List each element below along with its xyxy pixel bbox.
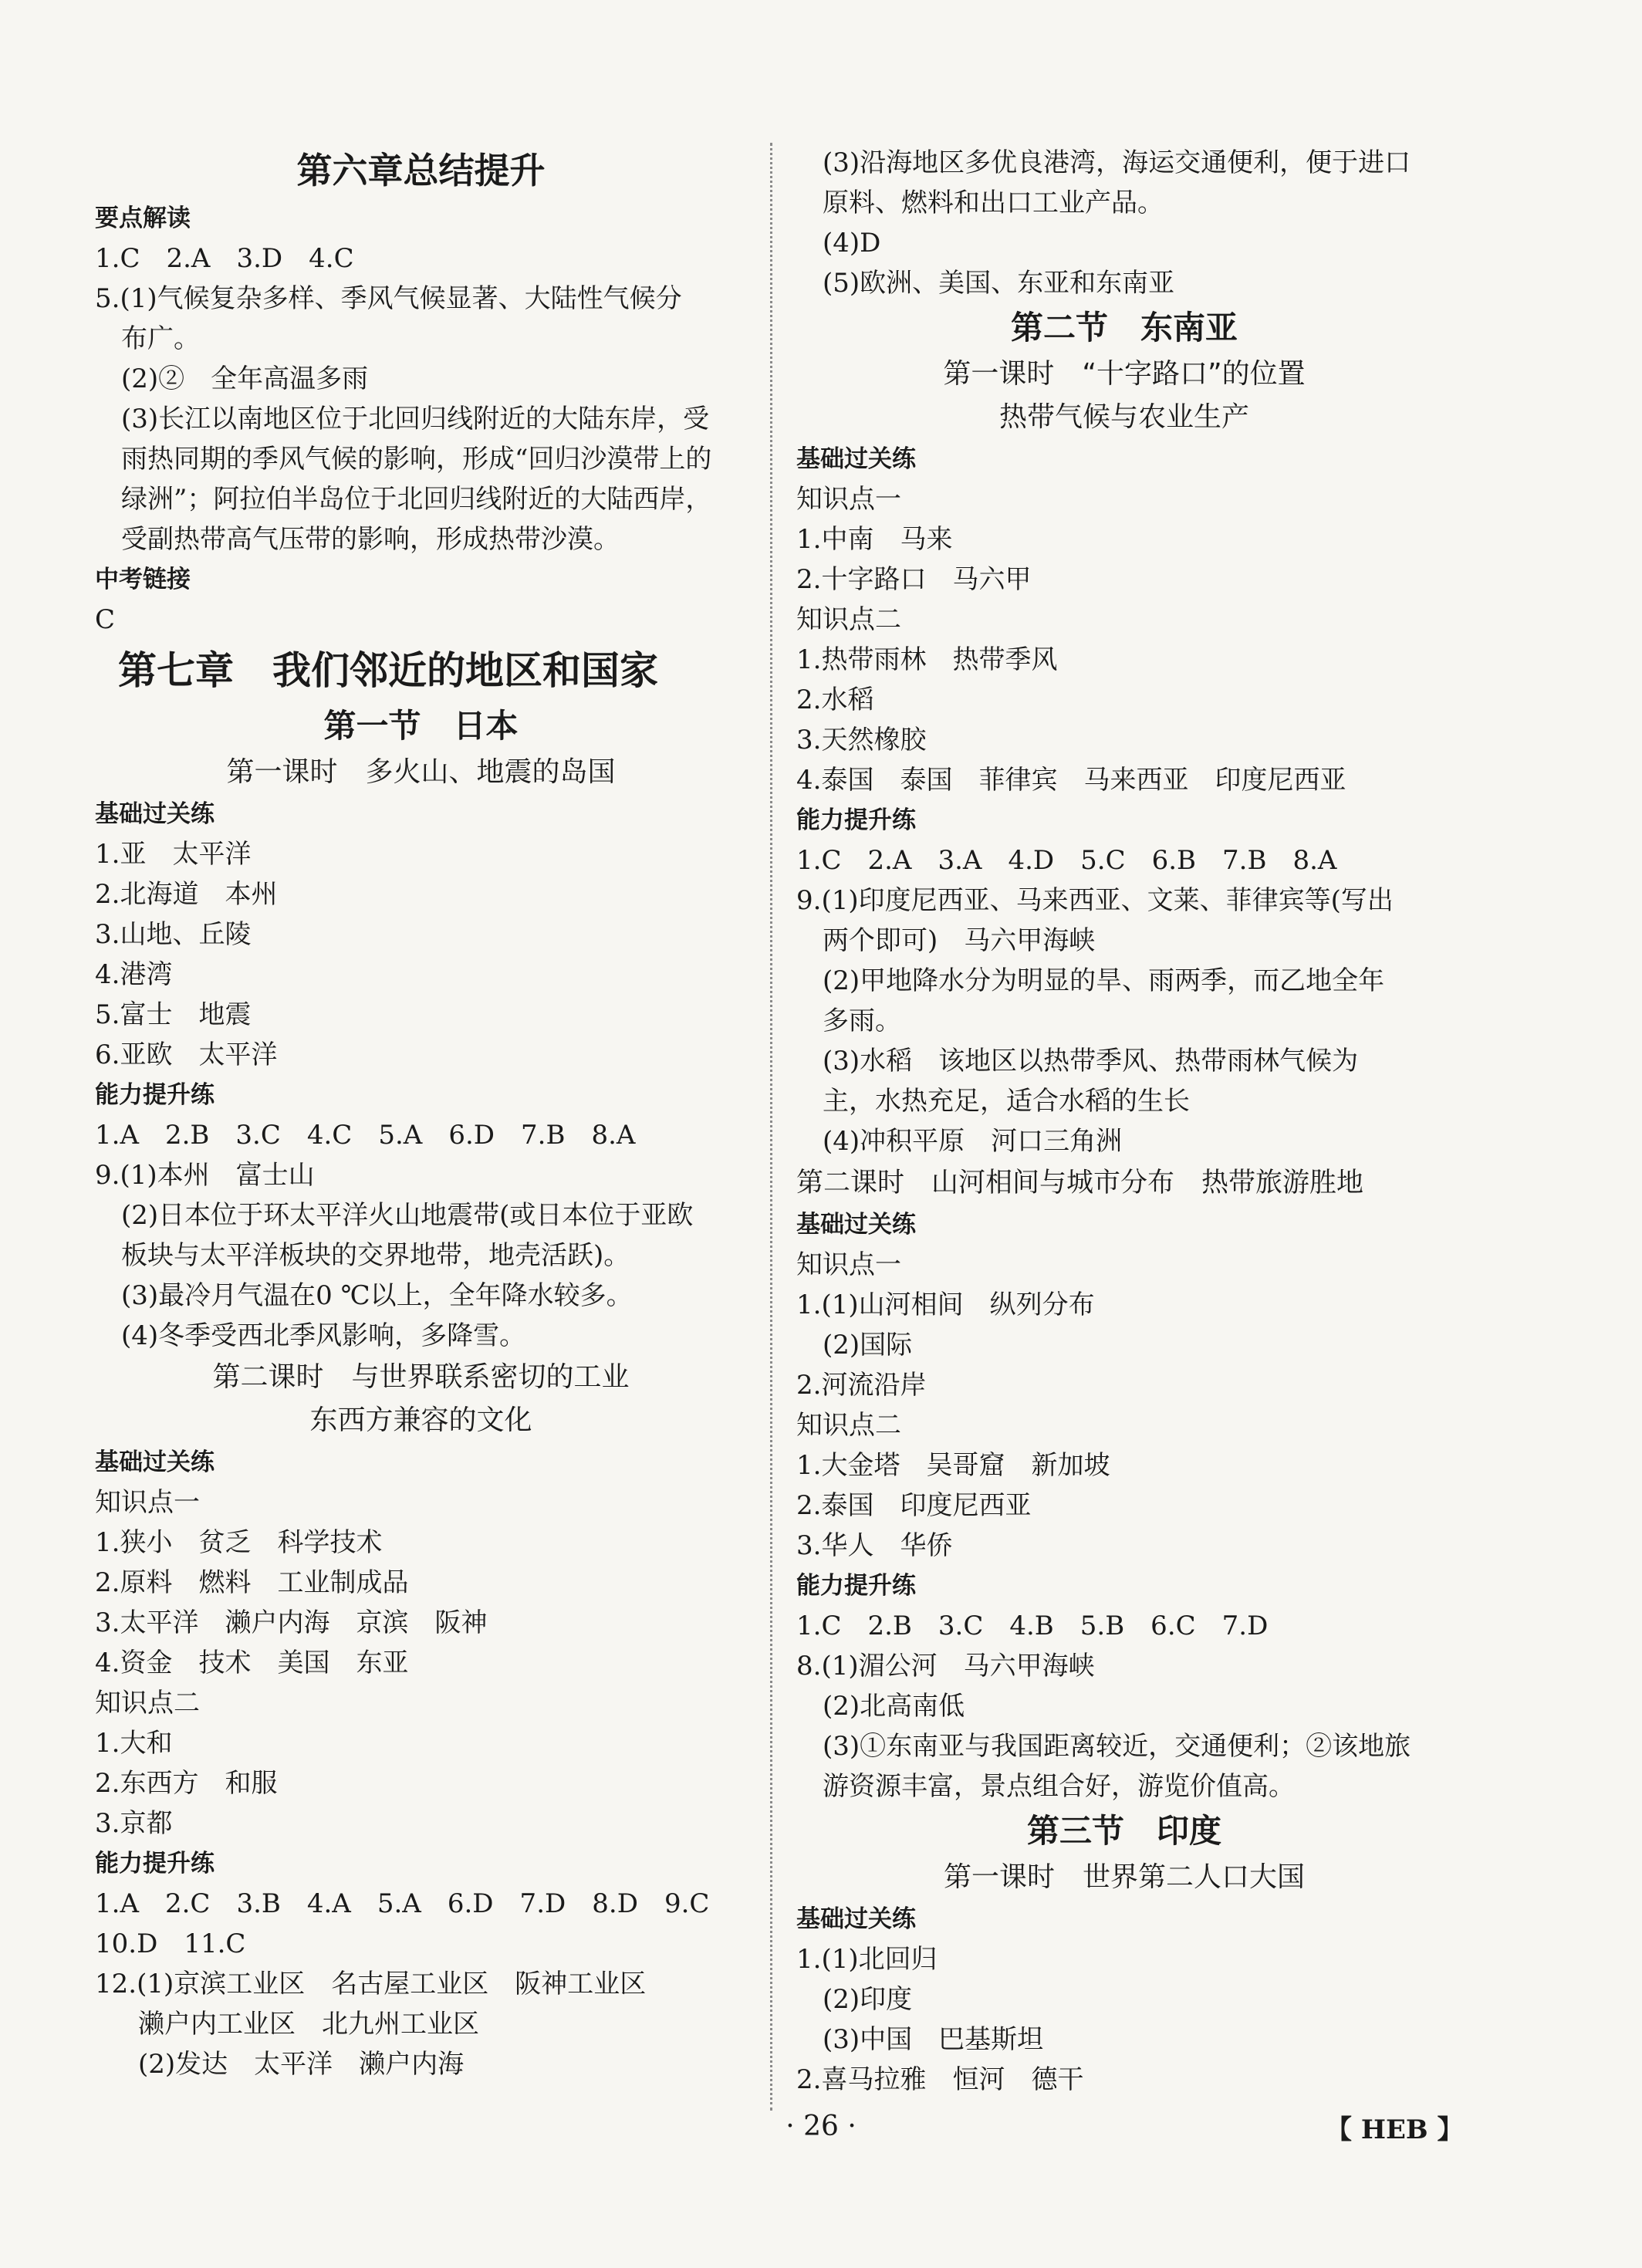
knowledge-point-label: 知识点二 <box>796 1410 901 1441</box>
right-column <box>796 143 1452 2100</box>
basic-practice-heading: 基础过关练 <box>95 1448 215 1476</box>
answer-line: 3.京都 <box>95 1808 173 1839</box>
answer-line: 8.(1)湄公河 马六甲海峡 <box>796 1651 1095 1682</box>
answer-line: 5.(1)气候复杂多样、季风气候显著、大陆性气候分 <box>95 283 682 314</box>
answer-line: 1.狭小 贫乏 科学技术 <box>95 1527 383 1558</box>
answer-line: 游资源丰富，景点组合好，游览价值高。 <box>823 1771 1295 1802</box>
answer-line: 1.热带雨林 热带季风 <box>796 644 1058 675</box>
basic-practice-heading: 基础过关练 <box>95 800 215 828</box>
page-number: · 26 · <box>786 2111 856 2142</box>
answer-line: 5.富士 地震 <box>95 999 252 1030</box>
lesson-title: 第一课时 多火山、地震的岛国 <box>226 756 616 788</box>
answer-line: 2.河流沿岸 <box>796 1370 927 1401</box>
lesson-title: 第一课时 世界第二人口大国 <box>943 1861 1305 1893</box>
answer-line: 1.C 2.A 3.A 4.D 5.C 6.B 7.B 8.A <box>796 845 1337 876</box>
knowledge-point-label: 知识点一 <box>95 1487 200 1518</box>
answer-line: 12.(1)京滨工业区 名古屋工业区 阪神工业区 <box>95 1969 647 1999</box>
exam-link-heading: 中考链接 <box>95 566 191 593</box>
knowledge-point-label: 知识点二 <box>796 604 901 635</box>
answer-line: 2.泰国 印度尼西亚 <box>796 1490 1032 1521</box>
answer-line: 1.(1)山河相间 纵列分布 <box>796 1289 1095 1320</box>
answer-line: 1.C 2.B 3.C 4.B 5.B 6.C 7.D <box>796 1611 1269 1641</box>
knowledge-point-label: 知识点一 <box>796 484 901 515</box>
answer-line: 1.中南 马来 <box>796 524 953 555</box>
answer-line: (2)日本位于环太平洋火山地震带(或日本位于亚欧 <box>121 1200 694 1231</box>
lesson-title: 东西方兼容的文化 <box>309 1404 532 1436</box>
publisher-mark: 【 HEB 】 <box>1326 2114 1464 2145</box>
lesson-title: 第一课时 “十字路口”的位置 <box>943 358 1306 390</box>
answer-line: (3)最冷月气温在0 ℃以上，全年降水较多。 <box>121 1280 633 1311</box>
answer-line: (3)中国 巴基斯坦 <box>823 2024 1044 2055</box>
answer-line: (3)长江以南地区位于北回归线附近的大陆东岸，受 <box>121 404 710 434</box>
answer-line: 多雨。 <box>823 1006 901 1036</box>
answer-line: 2.喜马拉雅 恒河 德干 <box>796 2064 1084 2095</box>
chapter-6-summary-title: 第六章总结提升 <box>296 150 546 191</box>
answer-line: 2.原料 燃料 工业制成品 <box>95 1567 409 1598</box>
chapter-7-title: 第七章 我们邻近的地区和国家 <box>118 648 658 693</box>
answer-line: (3)①东南亚与我国距离较近，交通便利；②该地旅 <box>823 1731 1411 1762</box>
answer-line: 2.十字路口 马六甲 <box>796 564 1032 595</box>
answer-line: 绿洲”；阿拉伯半岛位于北回归线附近的大陆西岸， <box>121 484 712 515</box>
answer-line: 3.太平洋 濑户内海 京滨 阪神 <box>95 1607 488 1638</box>
answer-line: 6.亚欧 太平洋 <box>95 1039 278 1070</box>
answer-line: 原料、燃料和出口工业产品。 <box>823 188 1164 218</box>
answer-line: (4)D <box>823 228 881 259</box>
section-1-title: 第一节 日本 <box>323 707 519 745</box>
ability-practice-heading: 能力提升练 <box>95 1081 215 1109</box>
lesson-title: 热带气候与农业生产 <box>998 401 1249 433</box>
answer-line: (5)欧洲、美国、东亚和东南亚 <box>823 268 1175 299</box>
answer-line: 濑户内工业区 北九州工业区 <box>138 2009 479 2040</box>
key-points-heading: 要点解读 <box>95 204 191 232</box>
answer-line: 4.泰国 泰国 菲律宾 马来西亚 印度尼西亚 <box>796 765 1346 796</box>
answer-line: 3.山地、丘陵 <box>95 919 252 950</box>
answer-line: 1.大金塔 吴哥窟 新加坡 <box>796 1450 1110 1481</box>
answer-line: (4)冬季受西北季风影响，多降雪。 <box>121 1320 526 1351</box>
answer-line: 2.水稻 <box>796 684 874 715</box>
answer-line: 3.华人 华侨 <box>796 1530 953 1561</box>
answer-line: (2)印度 <box>823 1984 913 2015</box>
ability-practice-heading: 能力提升练 <box>796 806 916 834</box>
answer-line: 10.D 11.C <box>95 1928 246 1959</box>
answer-line: 1.C 2.A 3.D 4.C <box>95 243 354 274</box>
knowledge-point-label: 知识点一 <box>796 1249 901 1280</box>
answer-line: C <box>95 604 116 635</box>
answer-line: 1.大和 <box>95 1728 173 1759</box>
answer-line: 1.A 2.B 3.C 4.C 5.A 6.D 7.B 8.A <box>95 1120 636 1151</box>
answer-line: 2.北海道 本州 <box>95 879 278 910</box>
answer-line: 雨热同期的季风气候的影响，形成“回归沙漠带上的 <box>121 444 712 475</box>
answer-line: (3)沿海地区多优良港湾，海运交通便利，便于进口 <box>823 147 1411 178</box>
answer-line: 4.资金 技术 美国 东亚 <box>95 1648 409 1678</box>
knowledge-point-label: 知识点二 <box>95 1688 200 1719</box>
basic-practice-heading: 基础过关练 <box>796 1905 916 1933</box>
answer-line: 布广。 <box>121 323 200 354</box>
answer-line: (2)发达 太平洋 濑户内海 <box>138 2049 465 2080</box>
answer-line: 2.东西方 和服 <box>95 1768 278 1799</box>
lesson-title: 第二课时 山河相间与城市分布 热带旅游胜地 <box>796 1168 1364 1198</box>
answer-line: (3)水稻 该地区以热带季风、热带雨林气候为 <box>823 1046 1359 1077</box>
column-divider <box>770 143 772 2111</box>
answer-line: 受副热带高气压带的影响，形成热带沙漠。 <box>121 524 620 555</box>
section-3-title: 第三节 印度 <box>1026 1812 1221 1850</box>
answer-line: 1.(1)北回归 <box>796 1944 938 1975</box>
ability-practice-heading: 能力提升练 <box>796 1572 916 1600</box>
lesson-title: 第二课时 与世界联系密切的工业 <box>212 1361 630 1393</box>
answer-line: 板块与太平洋板块的交界地带，地壳活跃)。 <box>121 1240 630 1271</box>
left-column <box>95 143 747 2084</box>
answer-line: (2)甲地降水分为明显的旱、雨两季，而乙地全年 <box>823 965 1385 996</box>
answer-line: (2)② 全年高温多雨 <box>121 363 369 394</box>
basic-practice-heading: 基础过关练 <box>796 445 916 473</box>
answer-line: 两个即可) 马六甲海峡 <box>823 925 1096 956</box>
answer-line: 4.港湾 <box>95 959 173 990</box>
section-2-title: 第二节 东南亚 <box>1010 309 1238 346</box>
basic-practice-heading: 基础过关练 <box>796 1211 916 1239</box>
answer-line: 主，水热充足，适合水稻的生长 <box>823 1086 1190 1117</box>
answer-line: 3.天然橡胶 <box>796 725 927 755</box>
answer-line: (2)北高南低 <box>823 1691 965 1722</box>
answer-line: (2)国际 <box>823 1330 913 1360</box>
answer-line: 9.(1)印度尼西亚、马来西亚、文莱、菲律宾等(写出 <box>796 885 1394 916</box>
answer-line: (4)冲积平原 河口三角洲 <box>823 1126 1123 1157</box>
ability-practice-heading: 能力提升练 <box>95 1850 215 1878</box>
answer-line: 9.(1)本州 富士山 <box>95 1160 315 1191</box>
answer-line: 1.A 2.C 3.B 4.A 5.A 6.D 7.D 8.D 9.C <box>95 1888 710 1919</box>
answer-line: 1.亚 太平洋 <box>95 839 252 870</box>
